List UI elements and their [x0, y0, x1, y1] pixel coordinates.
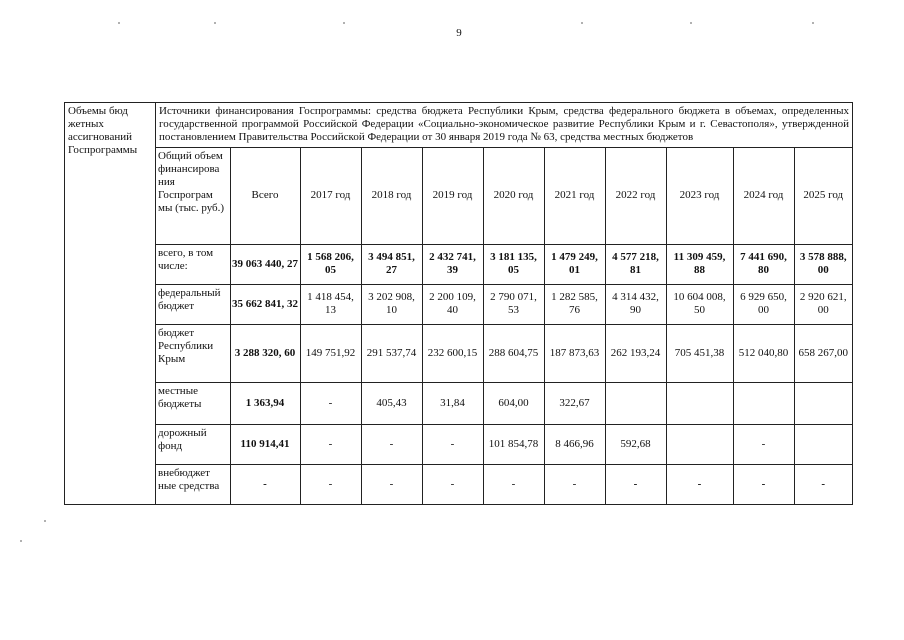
table-cell: 512 040,80	[733, 324, 794, 382]
table-cell: 31,84	[422, 382, 483, 424]
header-row	[156, 148, 852, 244]
table-cell: 2 920 621, 00	[794, 284, 852, 324]
scan-speck	[690, 22, 692, 24]
table-cell: 187 873,63	[544, 324, 605, 382]
table-cell: 2 432 741, 39	[422, 244, 483, 284]
table-cell: 658 267,00	[794, 324, 852, 382]
table-cell: 35 662 841, 32	[230, 284, 300, 324]
table-cell: 1 282 585, 76	[544, 284, 605, 324]
header-cell-total-volume: Общий объем финансирова ния Госпрограм мы (тыс. руб.)	[156, 148, 230, 244]
header-cell: 2023 год	[666, 148, 733, 244]
header-cell: 2019 год	[422, 148, 483, 244]
header-cell: 2017 год	[300, 148, 361, 244]
scan-speck	[812, 22, 814, 24]
header-cell: 2022 год	[605, 148, 666, 244]
table-cell: 3 494 851, 27	[361, 244, 422, 284]
table-cell: 11 309 459, 88	[666, 244, 733, 284]
table-cell: 110 914,41	[230, 424, 300, 464]
section-label: Объемы бюд жетных ассигнований Госпрограммы	[65, 103, 156, 505]
funding-sources-text: Источники финансирования Госпрограммы: средства бюджета Республики Крым, средства федерального бюджета в объемах, определенных государственной программой Российской Федерации «Социально-экономическое развитие Республики Крым и г. Севастополя», утвержденной постановлением Правительства Российской Федерации от 30 января 2019 года № 63, средства местных бюджетов	[156, 103, 852, 148]
header-cell: 2018 год	[361, 148, 422, 244]
table-cell: -	[422, 424, 483, 464]
header-cell: Всего	[230, 148, 300, 244]
table-cell: 604,00	[483, 382, 544, 424]
table-cell: 3 288 320, 60	[230, 324, 300, 382]
table-cell	[666, 382, 733, 424]
table-row-republic	[156, 324, 852, 382]
table-cell: -	[733, 424, 794, 464]
header-cell: 2020 год	[483, 148, 544, 244]
table-cell: -	[544, 464, 605, 504]
budget-table	[64, 102, 853, 505]
row-label: бюджет Республики Крым	[156, 324, 230, 382]
table-row-road-fund	[156, 424, 852, 464]
scan-speck	[44, 520, 46, 522]
row-label: всего, в том числе:	[156, 244, 230, 284]
table-cell: 3 202 908, 10	[361, 284, 422, 324]
table-cell: -	[821, 477, 826, 490]
row-label: дорожный фонд	[156, 424, 230, 464]
table-cell: -	[300, 464, 361, 504]
scan-speck	[20, 540, 22, 542]
section-content	[156, 103, 853, 505]
table-cell: 3 578 888, 00	[794, 244, 852, 284]
table-cell: 3 181 135, 05	[483, 244, 544, 284]
scan-speck	[118, 22, 120, 24]
table-cell: 4 314 432, 90	[605, 284, 666, 324]
table-cell: 592,68	[605, 424, 666, 464]
table-row-extrabudgetary	[156, 464, 852, 504]
table-cell: 322,67	[544, 382, 605, 424]
table-cell: 10 604 008, 50	[666, 284, 733, 324]
table-cell: -	[361, 424, 422, 464]
scan-speck	[214, 22, 216, 24]
table-cell: -	[361, 464, 422, 504]
table-cell: -	[300, 382, 361, 424]
table-cell	[666, 424, 733, 464]
table-cell: 101 854,78	[483, 424, 544, 464]
table-cell: 1 568 206, 05	[300, 244, 361, 284]
table-cell	[794, 382, 852, 424]
table-cell: -	[300, 424, 361, 464]
table-cell: 6 929 650, 00	[733, 284, 794, 324]
table-cell: 8 466,96	[544, 424, 605, 464]
table-row-local	[156, 382, 852, 424]
table-row-federal	[156, 284, 852, 324]
table-cell: 149 751,92	[300, 324, 361, 382]
table-cell: -	[733, 464, 794, 504]
table-cell: 1 363,94	[230, 382, 300, 424]
table-cell: -	[666, 464, 733, 504]
header-cell: 2024 год	[733, 148, 794, 244]
table-cell: -	[230, 464, 300, 504]
table-cell: 291 537,74	[361, 324, 422, 382]
row-label: местные бюджеты	[156, 382, 230, 424]
table-cell: 232 600,15	[422, 324, 483, 382]
table-cell	[733, 382, 794, 424]
table-cell: -	[422, 464, 483, 504]
scan-speck	[581, 22, 583, 24]
table-cell: 1 418 454, 13	[300, 284, 361, 324]
scan-speck	[343, 22, 345, 24]
table-cell: -	[483, 464, 544, 504]
table-cell: 4 577 218, 81	[605, 244, 666, 284]
table-cell: 405,43	[361, 382, 422, 424]
table-cell	[605, 382, 666, 424]
table-cell: -	[605, 464, 666, 504]
page-number: 9	[456, 27, 462, 39]
row-label: федеральный бюджет	[156, 284, 230, 324]
funding-table	[156, 148, 852, 504]
row-label: внебюджет ные средства	[156, 464, 230, 504]
table-cell: 39 063 440, 27	[230, 244, 300, 284]
header-cell: 2021 год	[544, 148, 605, 244]
table-cell: 2 790 071, 53	[483, 284, 544, 324]
table-cell: 262 193,24	[605, 324, 666, 382]
header-cell: 2025 год	[794, 148, 852, 244]
table-cell: 288 604,75	[483, 324, 544, 382]
table-cell	[794, 424, 852, 464]
table-cell: 705 451,38	[666, 324, 733, 382]
table-cell: 7 441 690, 80	[733, 244, 794, 284]
table-cell: 2 200 109, 40	[422, 284, 483, 324]
table-cell: 1 479 249, 01	[544, 244, 605, 284]
table-row-total	[156, 244, 852, 284]
